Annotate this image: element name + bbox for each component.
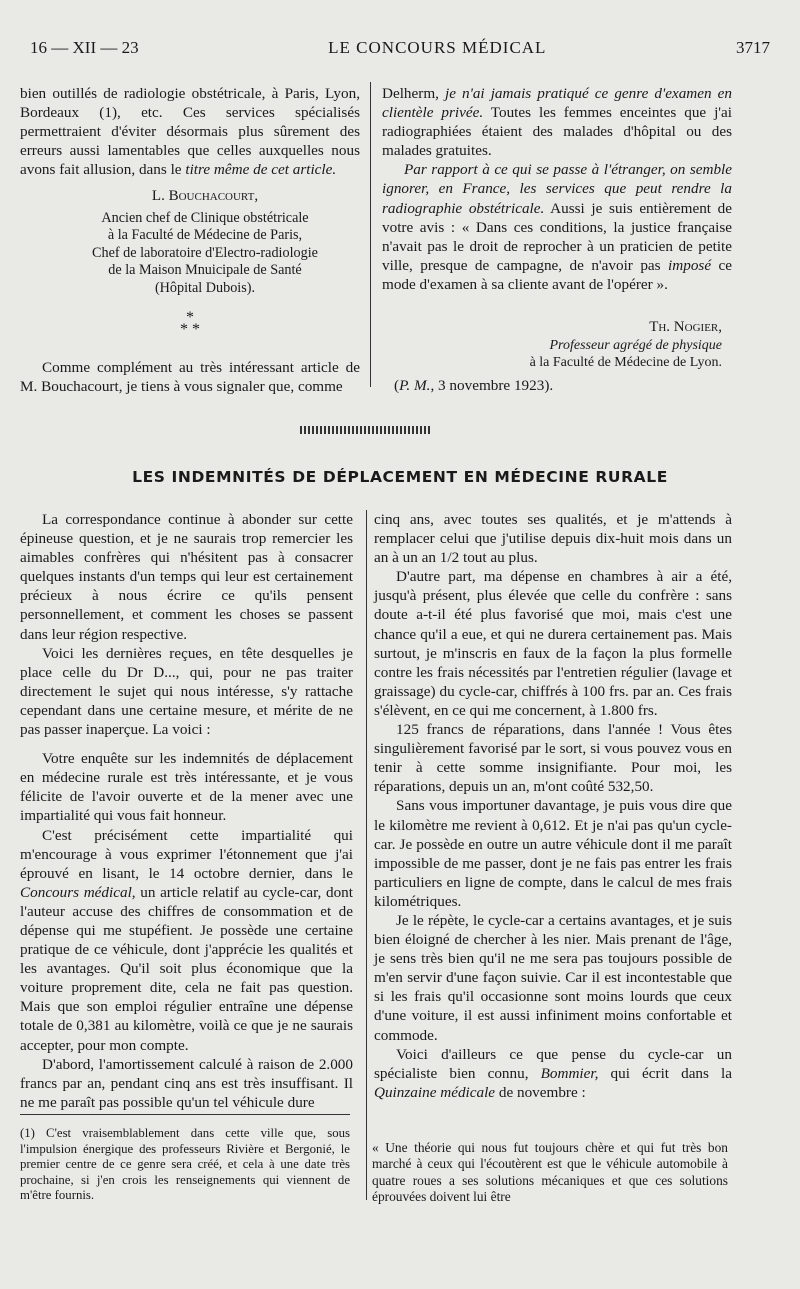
paragraph: cinq ans, avec toutes ses qualités, et je m'attends à remplacer celui que j'utilise depuis dix-huit mois dans un an à un an 1/2 tout au plus.	[374, 511, 732, 567]
column-divider	[370, 82, 371, 387]
paragraph: Votre enquête sur les indemnités de déplacement en médecine rurale est très intéressante, et je vous félicite de l'avoir ouverte et de la mener avec une impartialité qui vous fait honneur.	[20, 750, 353, 825]
paragraph	[374, 1045, 732, 1102]
source-reference: (P. M., 3 novembre 1923).	[394, 377, 554, 394]
signature-title-line: Chef de laboratoire d'Electro-radiologie	[92, 244, 318, 261]
paragraph	[382, 84, 732, 160]
text-run-italic: je n'ai jamais pratiqué ce genre d'examen en clientèle privée.	[382, 85, 732, 122]
nogier-signature	[382, 318, 722, 371]
signature-title-line: à la Faculté de Médecine de Paris,	[107, 227, 303, 243]
signature-title-line: de la Maison Mnuicipale de Santé	[108, 262, 302, 278]
text-run-italic: Quinzaine médicale	[374, 1083, 496, 1101]
text-run: de novembre :	[495, 1083, 586, 1101]
text-run: Delherm,	[382, 85, 445, 102]
text-run-italic: P. M.	[399, 377, 431, 394]
nogier-intro-paragraph	[20, 358, 360, 396]
signature-name: L. Bouchacourt,	[151, 188, 259, 204]
section-title: LES INDEMNITÉS DE DÉPLACEMENT EN MÉDECINE RURALE	[132, 468, 668, 486]
bouchacourt-signature	[40, 188, 370, 297]
ornamental-divider	[300, 426, 430, 434]
paragraph: La correspondance continue à abonder sur cette épineuse question, et je ne saurais trop remercier les aimables confrères qui n'hésitent pas à consacrer quelques instants d'un temps qui leur est certainement précieux à nous écrire ce qu'ils pensent personnellement, et comment les choses se passent dans leur région respective.	[20, 511, 353, 643]
page-number: 3717	[736, 38, 770, 57]
top-right-column	[382, 84, 732, 294]
text-run-italic: Bommier,	[540, 1064, 599, 1082]
top-left-column	[20, 84, 360, 179]
text-run: ce mode d'examen à sa cliente avant de l'opérer ».	[382, 256, 733, 293]
text-run: Aussi je suis entièrement de votre avis : « Dans ces conditions, la justice française n'avait pas le droit de reprocher à un praticien de petite ville, presque de campagne, de n'avoir pas	[382, 199, 732, 274]
text-run: un article relatif au cycle-car, dont l'auteur accuse des chiffres de consommation et de dépense qui me stupéfient. Je possède une certaine pratique de ce véhicule, dont j'apprécie les qualités et les avantages. Qu'il soit plus économique que la voiture proprement dite, cela ne fait pas question. Mais que son emploi régulier entraîne une dépense totale de 0,381 au kilomètre, voilà ce que je ne saurais accepter, pour mon compte.	[20, 883, 353, 1054]
paragraph: Voici les dernières reçues, en tête desquelles je place celle du Dr D..., qui, pour ne pas traiter directement le sujet qui nous intéresse, s'y rattache cependant dans une certaine mesure, et mérite de ne pas passer inaperçue. La voici :	[20, 644, 353, 739]
bouchacourt-ending-paragraph	[20, 84, 360, 179]
right-article-column	[374, 510, 732, 1102]
text-run: bien outillés de radiologie obstétricale, à Paris, Lyon, Bordeaux (1), etc. Ces services spécialisés permettraient d'éviter désormais plus sûrement des erreurs aussi lamentables que celles auxquelles nous avons fait allusion, dans le	[20, 85, 360, 179]
text-run-italic: Concours médical,	[20, 883, 136, 901]
text-run: Toutes les femmes enceintes que j'ai radiographiées étaient des malades d'hôpital ou des malades gratuites.	[382, 104, 733, 160]
bommier-quote: « Une théorie qui nous fut toujours chère et qui fut très bon marché à ceux qui l'écoutèrent est que le véhicule automobile à quatre roues a ses solutions mécaniques et que ces solutions éprouvées doivent lui être	[372, 1140, 728, 1205]
signature-name: Th. Nogier,	[649, 319, 722, 335]
paragraph	[20, 826, 353, 1055]
text-run: Voici d'ailleurs ce que pense du cycle-car un spécialiste bien connu,	[374, 1045, 732, 1082]
star-bottom: * *	[180, 321, 200, 338]
text-run-italic: titre même de cet article.	[185, 161, 337, 179]
star-top: *	[186, 309, 194, 326]
footnote-divider	[20, 1114, 350, 1115]
column-divider	[366, 510, 367, 1200]
paragraph	[382, 160, 732, 294]
paragraph: Je le répète, le cycle-car a certains avantages, et je suis bien éloigné de chercher à les nier. Mais prenant de l'âge, je sens très bien qu'il ne me sera pas toujours possible de m'en servir d'une façon suivie. Car il est incontestable que si les frais qu'il occasionne sont moins lourds que ceux d'une voiture, il est aussi infiniment moins confortable et commode.	[374, 911, 732, 1044]
text-run: , 3 novembre 1923).	[430, 377, 554, 394]
paragraph: Comme complément au très intéressant article de M. Bouchacourt, je tiens à vous signaler que, comme	[20, 359, 360, 396]
signature-title-line: Professeur agrégé de physique	[549, 338, 722, 353]
signature-title-line: Ancien chef de Clinique obstétricale	[101, 209, 309, 226]
paragraph: 125 francs de réparations, dans l'année ! Vous êtes singulièrement favorisé par le sort, si vous pouvez vous en tenir à cette somme insignifiante. Pour moi, les réparations, depuis un an, m'ont coûté 532,50.	[374, 721, 732, 796]
signature-title-line: (Hôpital Dubois).	[154, 279, 256, 296]
section-separator-stars	[160, 309, 220, 342]
left-article-column	[20, 510, 353, 1112]
text-run-italic: imposé	[668, 256, 712, 274]
paragraph: D'abord, l'amortissement calculé à raison de 2.000 francs par an, pendant cinq ans est très insuffisant. Il ne me paraît pas possible qu'un tel véhicule dure	[20, 1055, 353, 1111]
text-run: C'est précisément cette impartialité qui m'encourage à vous exprimer l'étonnement que j'ai éprouvé en lisant, le 14 octobre dernier, dans le	[20, 826, 353, 882]
text-run: qui écrit dans la	[598, 1064, 732, 1082]
text-run-italic: Par rapport à ce qui se passe à l'étranger, on semble ignorer, en France, les services que peut rendre la radiographie obstétricale.	[382, 161, 732, 217]
journal-title: LE CONCOURS MÉDICAL	[328, 38, 547, 57]
page-header	[30, 38, 770, 64]
signature-title-line: à la Faculté de Médecine de Lyon.	[529, 355, 722, 370]
issue-date: 16 — XII — 23	[30, 38, 139, 57]
paragraph: D'autre part, ma dépense en chambres à air a été, jusqu'à présent, plus élevée que celle du confrère : sans doute a-t-il été plus favorisé que moi, mais c'est une chance qu'il a eue, et qui ne durera certainement pas. Mais surtout, je m'inscris en faux de la façon la plus formelle contre les frais nécessités par l'entretien régulier (lavage et graissage) du cycle-car, chiffrés à 100 frs. par an. Ces frais s'élèvent, en ce qui me concernent, à 1.800 frs.	[374, 568, 732, 719]
footnote: (1) C'est vraisemblablement dans cette ville que, sous l'impulsion énergique des professeurs Rivière et Bergonié, le premier centre de ce genre sera créé, et cela à une date très prochaine, si j'en crois les renseignements qui viennent de m'être fournis.	[20, 1126, 350, 1203]
paragraph: Sans vous importuner davantage, je puis vous dire que le kilomètre me revient à 0,612. Et je n'ai pas qu'un cycle-car. Je possède en outre un autre véhicule dont il me paraît impossible de me passer, dont je ne fais pas entrer les frais particuliers en ligne de compte, dans le calcul de mes frais kilométriques.	[374, 797, 732, 910]
